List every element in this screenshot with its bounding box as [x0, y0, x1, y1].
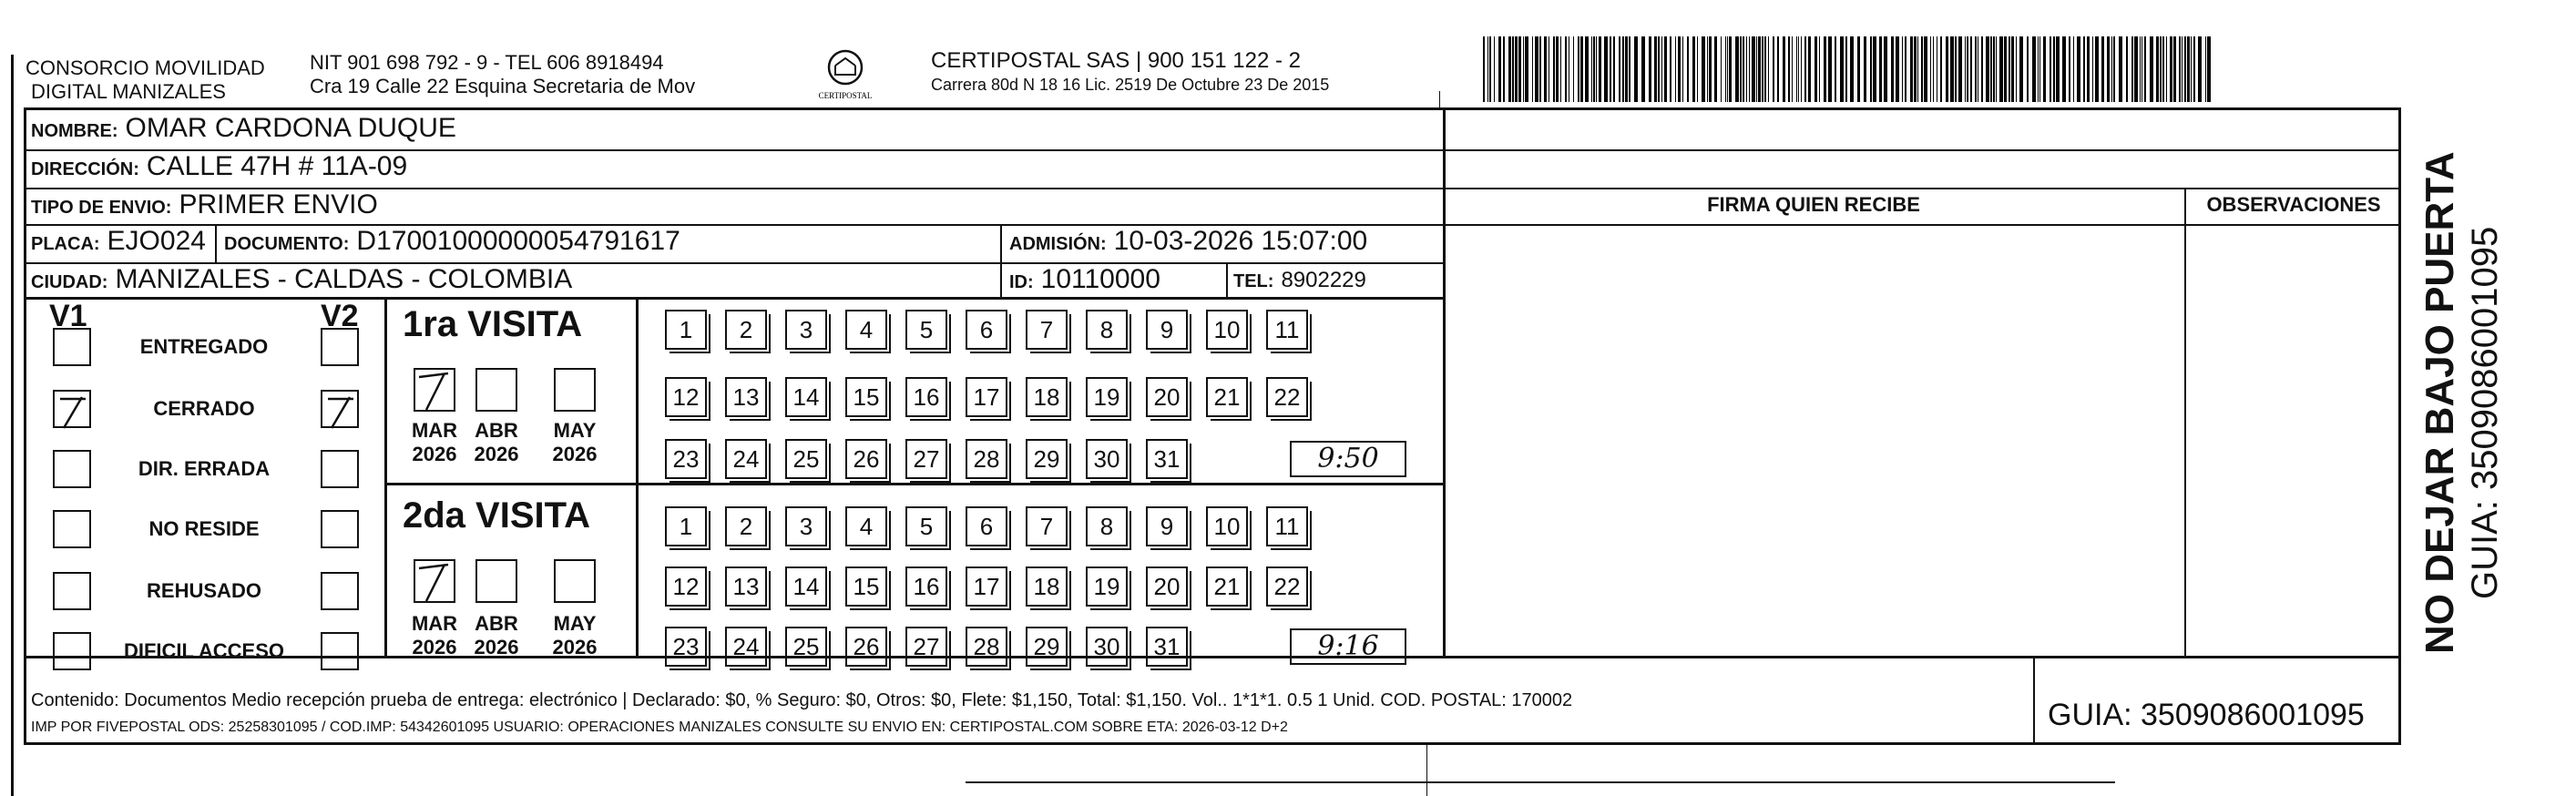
signature-area[interactable] — [1448, 230, 2181, 652]
status-label: DIR. ERRADA — [138, 457, 271, 480]
day-checkbox[interactable]: 31 — [1146, 439, 1188, 479]
second-visit-title: 2da VISITA — [403, 495, 590, 536]
observaciones-label: OBSERVACIONES — [2206, 193, 2381, 216]
day-checkbox[interactable]: 17 — [966, 566, 1007, 607]
nombre-row: NOMBRE: OMAR CARDONA DUQUE — [31, 113, 456, 143]
day-checkbox[interactable]: 14 — [785, 566, 827, 607]
firma-label: FIRMA QUIEN RECIBE — [1707, 193, 1920, 216]
day-checkbox[interactable]: 3 — [785, 506, 827, 546]
day-checkbox[interactable]: 9 — [1146, 310, 1188, 350]
day-checkbox[interactable]: 7 — [1026, 506, 1068, 546]
no-dejar-text: NO DEJAR BAJO PUERTA — [2418, 151, 2462, 654]
admision-value: 10-03-2026 15:07:00 — [1113, 226, 1368, 256]
v2-checkbox[interactable] — [321, 572, 359, 610]
day-checkbox[interactable]: 26 — [845, 439, 887, 479]
v2-checkbox[interactable] — [321, 328, 359, 366]
day-checkbox[interactable]: 5 — [905, 506, 947, 546]
side-guia: GUIA: 3509086001095 — [2465, 226, 2505, 599]
company-name: CONSORCIO MOVILIDAD DIGITAL MANIZALES — [26, 56, 265, 103]
day-checkbox[interactable]: 21 — [1206, 566, 1248, 607]
contenido-text: Contenido: Documentos Medio recepción prueba de entrega: electrónico | Declarado: $0, % Seguro: $0, Otros: $0, Flete: $1,150, Total: $1,150. Vol.. 1*1*1. 0.5 1 Unid. COD. POSTAL: 170002 — [31, 690, 1573, 710]
day-checkbox[interactable]: 12 — [665, 566, 707, 607]
day-checkbox[interactable]: 14 — [785, 377, 827, 417]
check-mark-icon — [322, 392, 361, 430]
day-checkbox[interactable]: 23 — [665, 627, 707, 667]
v1-checkbox[interactable] — [53, 390, 91, 428]
day-checkbox[interactable]: 25 — [785, 627, 827, 667]
v2-checkbox[interactable] — [321, 510, 359, 548]
day-checkbox[interactable]: 13 — [725, 377, 767, 417]
status-label: CERRADO — [153, 397, 255, 420]
day-checkbox[interactable]: 29 — [1026, 439, 1068, 479]
v2-header: V2 — [321, 299, 359, 333]
check-mark-icon — [415, 370, 457, 413]
day-checkbox[interactable]: 25 — [785, 439, 827, 479]
placa-row: PLACA: EJO024 — [31, 226, 206, 256]
v2-checkbox[interactable] — [321, 450, 359, 488]
day-checkbox[interactable]: 31 — [1146, 627, 1188, 667]
month-label: ABR 2026 — [474, 419, 519, 465]
placa-value: EJO024 — [107, 226, 206, 256]
day-checkbox[interactable]: 19 — [1086, 566, 1128, 607]
check-mark-icon — [415, 561, 457, 605]
direccion-row: DIRECCIÓN: CALLE 47H # 11A-09 — [31, 151, 408, 181]
admision-row: ADMISIÓN: 10-03-2026 15:07:00 — [1009, 226, 1368, 256]
month-checkbox[interactable] — [475, 368, 517, 412]
day-checkbox[interactable]: 18 — [1026, 377, 1068, 417]
ciudad-value: MANIZALES - CALDAS - COLOMBIA — [115, 264, 573, 294]
day-checkbox[interactable]: 12 — [665, 377, 707, 417]
month-checkbox[interactable] — [554, 368, 596, 412]
observations-area[interactable] — [2190, 230, 2397, 652]
tipo-value: PRIMER ENVIO — [179, 189, 378, 219]
day-checkbox[interactable]: 27 — [905, 439, 947, 479]
ciudad-row: CIUDAD: MANIZALES - CALDAS - COLOMBIA — [31, 264, 573, 294]
mail-icon — [809, 46, 882, 109]
status-label: ENTREGADO — [139, 335, 269, 358]
nombre-value: OMAR CARDONA DUQUE — [125, 113, 456, 143]
day-checkbox[interactable]: 28 — [966, 439, 1007, 479]
day-checkbox[interactable]: 26 — [845, 627, 887, 667]
day-checkbox[interactable]: 30 — [1086, 439, 1128, 479]
check-mark-icon — [55, 392, 93, 430]
imp-text: IMP POR FIVEPOSTAL ODS: 25258301095 / COD.IMP: 54342601095 USUARIO: OPERACIONES MANIZALES CONSULTE SU ENVIO EN: CERTIPOSTAL.COM SOBRE ETA: 2026-03-12 D+2 — [31, 719, 1288, 735]
tipo-row: TIPO DE ENVIO: PRIMER ENVIO — [31, 189, 378, 219]
day-checkbox[interactable]: 23 — [665, 439, 707, 479]
courier-info: CERTIPOSTAL SAS | 900 151 122 - 2 Carrera 80d N 18 16 Lic. 2519 De Octubre 23 De 2015 — [931, 48, 1330, 94]
day-checkbox[interactable]: 11 — [1266, 310, 1308, 350]
day-checkbox[interactable]: 15 — [845, 377, 887, 417]
day-checkbox[interactable]: 4 — [845, 506, 887, 546]
first-visit-title: 1ra VISITA — [403, 304, 583, 344]
month-label: MAY 2026 — [552, 612, 598, 658]
day-checkbox[interactable]: 10 — [1206, 506, 1248, 546]
status-label: DIFICIL ACCESO — [123, 639, 284, 662]
svg-text:CERTIPOSTAL: CERTIPOSTAL — [818, 91, 873, 100]
day-checkbox[interactable]: 8 — [1086, 310, 1128, 350]
day-checkbox[interactable]: 20 — [1146, 377, 1188, 417]
month-label: ABR 2026 — [474, 612, 519, 658]
day-checkbox[interactable]: 27 — [905, 627, 947, 667]
status-label: REHUSADO — [147, 579, 261, 602]
month-checkbox[interactable] — [414, 559, 455, 603]
day-checkbox[interactable]: 22 — [1266, 566, 1308, 607]
day-checkbox[interactable]: 2 — [725, 506, 767, 546]
certipostal-logo — [809, 46, 882, 109]
month-label: MAY 2026 — [552, 419, 598, 465]
direccion-value: CALLE 47H # 11A-09 — [146, 151, 408, 181]
documento-value: D17001000000054791617 — [356, 226, 680, 256]
month-label: MAR 2026 — [411, 419, 458, 465]
company-contact: NIT 901 698 792 - 9 - TEL 606 8918494 Cra 19 Calle 22 Esquina Secretaria de Mov — [310, 51, 696, 97]
day-checkbox[interactable]: 29 — [1026, 627, 1068, 667]
day-checkbox[interactable]: 5 — [905, 310, 947, 350]
day-checkbox[interactable]: 1 — [665, 310, 707, 350]
visit-time: 9:16 — [1290, 628, 1406, 665]
v1-checkbox[interactable] — [53, 572, 91, 610]
day-checkbox[interactable]: 6 — [966, 506, 1007, 546]
day-checkbox[interactable]: 20 — [1146, 566, 1188, 607]
visit-time: 9:50 — [1290, 441, 1406, 477]
day-checkbox[interactable]: 24 — [725, 439, 767, 479]
v1-checkbox[interactable] — [53, 632, 91, 670]
day-checkbox[interactable]: 17 — [966, 377, 1007, 417]
v1-checkbox[interactable] — [53, 510, 91, 548]
day-checkbox[interactable]: 21 — [1206, 377, 1248, 417]
day-checkbox[interactable]: 22 — [1266, 377, 1308, 417]
day-checkbox[interactable]: 3 — [785, 310, 827, 350]
day-checkbox[interactable]: 19 — [1086, 377, 1128, 417]
day-checkbox[interactable]: 10 — [1206, 310, 1248, 350]
day-checkbox[interactable]: 16 — [905, 377, 947, 417]
month-checkbox[interactable] — [414, 368, 455, 412]
v2-checkbox[interactable] — [321, 632, 359, 670]
day-checkbox[interactable]: 24 — [725, 627, 767, 667]
id-row: ID: 10110000 — [1009, 264, 1160, 294]
day-checkbox[interactable]: 13 — [725, 566, 767, 607]
day-checkbox[interactable]: 9 — [1146, 506, 1188, 546]
day-checkbox[interactable]: 2 — [725, 310, 767, 350]
barcode — [1483, 36, 2215, 102]
day-checkbox[interactable]: 6 — [966, 310, 1007, 350]
day-checkbox[interactable]: 7 — [1026, 310, 1068, 350]
day-checkbox[interactable]: 1 — [665, 506, 707, 546]
id-value: 10110000 — [1040, 264, 1160, 294]
documento-row: DOCUMENTO: D17001000000054791617 — [224, 226, 680, 256]
day-checkbox[interactable]: 11 — [1266, 506, 1308, 546]
month-checkbox[interactable] — [554, 559, 596, 603]
day-checkbox[interactable]: 8 — [1086, 506, 1128, 546]
day-checkbox[interactable]: 15 — [845, 566, 887, 607]
v1-checkbox[interactable] — [53, 450, 91, 488]
month-label: MAR 2026 — [411, 612, 458, 658]
day-checkbox[interactable]: 28 — [966, 627, 1007, 667]
guia-footer: GUIA: 3509086001095 — [2048, 698, 2365, 732]
month-checkbox[interactable] — [475, 559, 517, 603]
tel-row: TEL: 8902229 — [1233, 268, 1366, 292]
day-checkbox[interactable]: 4 — [845, 310, 887, 350]
v1-header: V1 — [49, 299, 87, 333]
status-label: NO RESIDE — [148, 517, 260, 540]
day-checkbox[interactable]: 16 — [905, 566, 947, 607]
v2-checkbox[interactable] — [321, 390, 359, 428]
v1-checkbox[interactable] — [53, 328, 91, 366]
tel-value: 8902229 — [1281, 268, 1366, 292]
day-checkbox[interactable]: 30 — [1086, 627, 1128, 667]
day-checkbox[interactable]: 18 — [1026, 566, 1068, 607]
